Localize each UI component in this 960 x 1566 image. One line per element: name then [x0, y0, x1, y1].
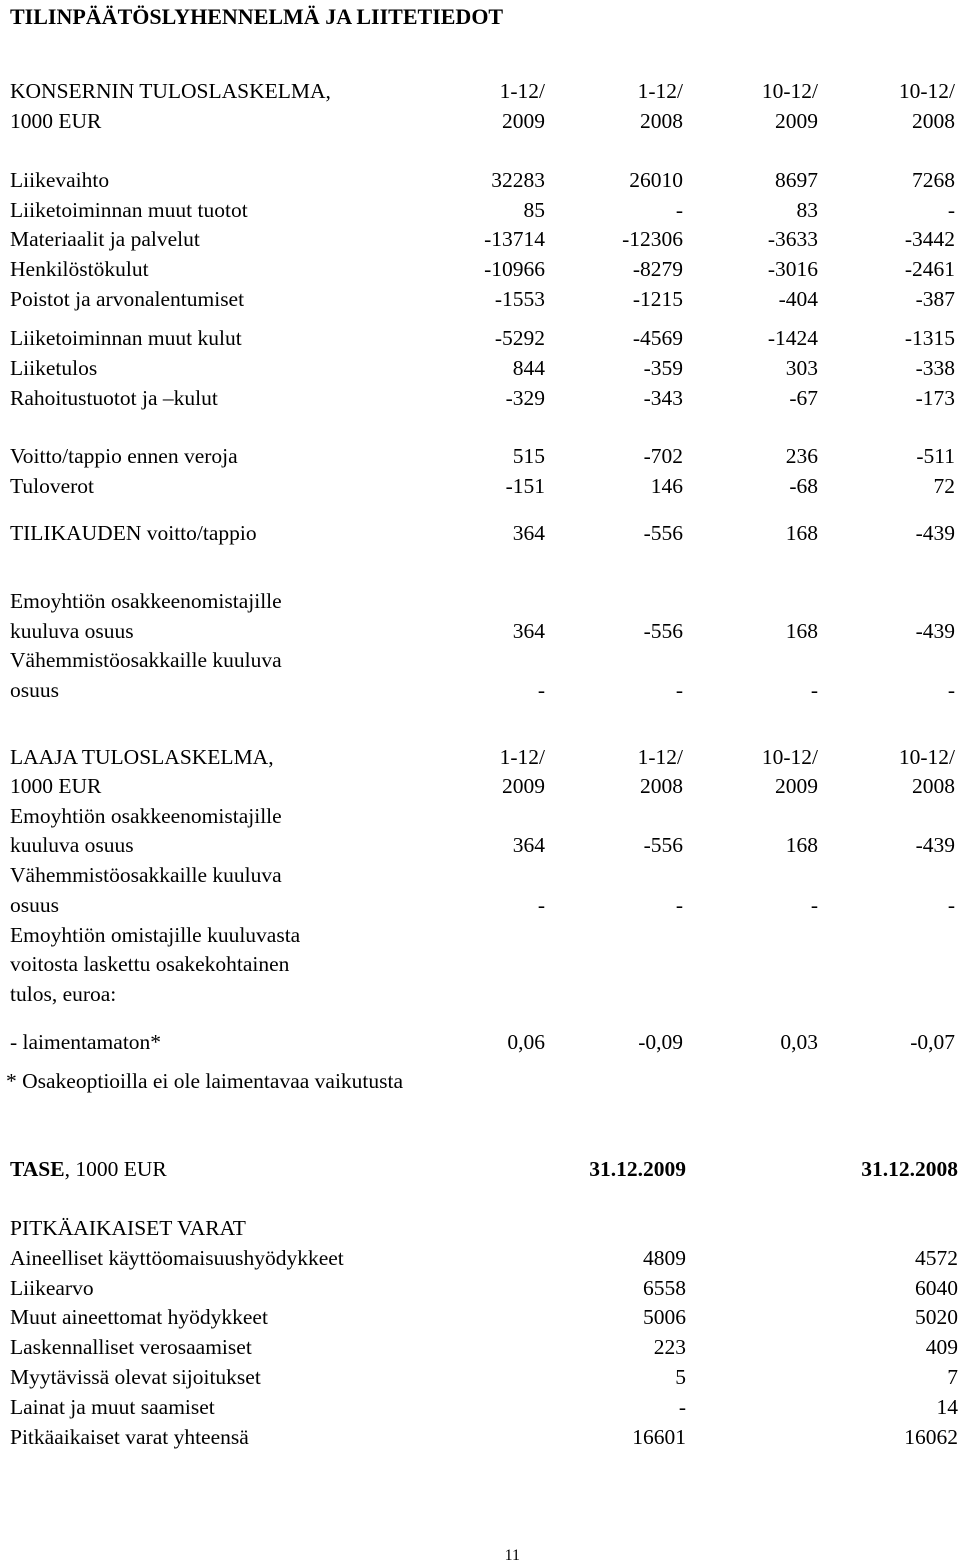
balance-row-value: 7	[947, 1365, 958, 1389]
balance-row-value: 5	[675, 1365, 686, 1389]
balance-row-value: 5020	[915, 1305, 958, 1329]
comprehensive-parent-share-label: kuuluva osuus	[10, 833, 134, 857]
income-parent-share-value: -556	[643, 619, 683, 643]
income-parent-share-value: -439	[915, 619, 955, 643]
balance-row-value: 223	[653, 1335, 686, 1359]
income-row-value: -359	[643, 356, 683, 380]
income-col-header-period: 10-12/	[761, 79, 818, 103]
balance-row-value: 6040	[915, 1276, 958, 1300]
income-col-header-year: 2009	[502, 109, 545, 133]
balance-col-header: 31.12.2009	[589, 1157, 686, 1181]
income-minority-share-value: -	[537, 678, 545, 702]
comprehensive-minority-share-label: osuus	[10, 893, 59, 917]
eps-caption: tulos, euroa:	[10, 982, 117, 1006]
income-col-header-year: 2008	[640, 109, 683, 133]
balance-heading	[10, 1159, 167, 1181]
balance-row-value: 4809	[643, 1246, 686, 1270]
income-minority-share-label: Vähemmistöosakkaille kuuluva	[10, 648, 282, 672]
income-row-value: -	[947, 198, 955, 222]
income-row-label: Rahoitustuotot ja –kulut	[10, 386, 218, 410]
eps-caption: voitosta laskettu osakekohtainen	[10, 952, 290, 976]
eps-caption: Emoyhtiön omistajille kuuluvasta	[10, 923, 301, 947]
income-row-label: Liiketoiminnan muut tuotot	[10, 198, 248, 222]
comprehensive-minority-share-label: Vähemmistöosakkaille kuuluva	[10, 863, 282, 887]
income-row-value: -1553	[494, 287, 545, 311]
income-parent-share-value: 168	[785, 619, 818, 643]
balance-row-value: 16601	[632, 1425, 686, 1449]
income-row-value: 26010	[629, 168, 683, 192]
income-row-value: -1424	[767, 326, 818, 350]
income-minority-share-value: -	[675, 678, 683, 702]
income-row-value: 168	[785, 521, 818, 545]
comprehensive-col-header-period: 1-12/	[637, 745, 683, 769]
income-col-header-year: 2009	[775, 109, 818, 133]
income-row-value: -10966	[484, 257, 545, 281]
balance-row-value: 409	[925, 1335, 958, 1359]
income-row-value: -3633	[767, 227, 818, 251]
income-row-value: -1315	[904, 326, 955, 350]
comprehensive-col-header-year: 2009	[502, 774, 545, 798]
income-parent-share-value: 364	[512, 619, 545, 643]
balance-row-label: Myytävissä olevat sijoitukset	[10, 1365, 261, 1389]
balance-row-value: 16062	[904, 1425, 958, 1449]
comprehensive-minority-share-value: -	[947, 893, 955, 917]
comprehensive-col-header-period: 1-12/	[499, 745, 545, 769]
income-row-label: Henkilöstökulut	[10, 257, 149, 281]
balance-row-value: 6558	[643, 1276, 686, 1300]
income-row-value: -404	[778, 287, 818, 311]
income-row-value: 7268	[912, 168, 955, 192]
income-row-value: -67	[789, 386, 818, 410]
income-row-value: -702	[643, 444, 683, 468]
eps-footnote: * Osakeoptioilla ei ole laimentavaa vaikutusta	[6, 1069, 404, 1093]
comprehensive-heading-unit: 1000 EUR	[10, 774, 102, 798]
income-row-value: 844	[512, 356, 545, 380]
eps-row-value: -0,09	[638, 1030, 683, 1054]
balance-col-header: 31.12.2008	[861, 1157, 958, 1181]
income-row-label: Liiketulos	[10, 356, 98, 380]
income-row-label: Liikevaihto	[10, 168, 110, 192]
income-row-value: -8279	[632, 257, 683, 281]
comprehensive-col-header-year: 2008	[640, 774, 683, 798]
income-minority-share-label: osuus	[10, 678, 59, 702]
income-minority-share-value: -	[947, 678, 955, 702]
balance-row-label: Laskennalliset verosaamiset	[10, 1335, 252, 1359]
document-title: TILINPÄÄTÖSLYHENNELMÄ JA LIITETIEDOT	[10, 4, 504, 29]
comprehensive-minority-share-value: -	[675, 893, 683, 917]
comprehensive-parent-share-value: -556	[643, 833, 683, 857]
income-heading: KONSERNIN TULOSLASKELMA,	[10, 79, 331, 103]
eps-row-value: 0,06	[507, 1030, 545, 1054]
income-row-value: -3442	[904, 227, 955, 251]
income-row-value: 83	[796, 198, 818, 222]
income-row-value: -68	[789, 474, 818, 498]
comprehensive-parent-share-label: Emoyhtiön osakkeenomistajille	[10, 804, 282, 828]
comprehensive-parent-share-value: 364	[512, 833, 545, 857]
income-row-label: Voitto/tappio ennen veroja	[10, 444, 238, 468]
income-row-value: -387	[915, 287, 955, 311]
income-col-header-year: 2008	[912, 109, 955, 133]
income-row-value: -	[675, 198, 683, 222]
income-row-label: Tuloverot	[10, 474, 95, 498]
income-col-header-period: 10-12/	[898, 79, 955, 103]
income-row-value: -173	[915, 386, 955, 410]
income-row-value: -556	[643, 521, 683, 545]
comprehensive-parent-share-value: 168	[785, 833, 818, 857]
income-row-value: 236	[785, 444, 818, 468]
balance-section-title: PITKÄAIKAISET VARAT	[10, 1216, 246, 1240]
income-parent-share-label: kuuluva osuus	[10, 619, 134, 643]
comprehensive-col-header-year: 2008	[912, 774, 955, 798]
comprehensive-heading: LAAJA TULOSLASKELMA,	[10, 745, 274, 769]
eps-row-label: - laimentamaton*	[10, 1030, 162, 1054]
income-row-value: 8697	[775, 168, 818, 192]
balance-row-label: Muut aineettomat hyödykkeet	[10, 1305, 268, 1329]
income-parent-share-label: Emoyhtiön osakkeenomistajille	[10, 589, 282, 613]
income-col-header-period: 1-12/	[637, 79, 683, 103]
income-row-value: -1215	[632, 287, 683, 311]
income-row-value: -4569	[632, 326, 683, 350]
income-row-value: -5292	[494, 326, 545, 350]
balance-row-value: 14	[936, 1395, 958, 1419]
income-row-label: Liiketoiminnan muut kulut	[10, 326, 242, 350]
balance-row-label: Liikearvo	[10, 1276, 94, 1300]
comprehensive-col-header-year: 2009	[775, 774, 818, 798]
page-number: 11	[504, 1547, 520, 1564]
balance-row-value: -	[678, 1395, 686, 1419]
income-row-value: 85	[523, 198, 545, 222]
income-row-label: TILIKAUDEN voitto/tappio	[10, 521, 257, 545]
income-row-value: -12306	[622, 227, 683, 251]
income-row-value: -151	[505, 474, 545, 498]
comprehensive-minority-share-value: -	[810, 893, 818, 917]
balance-heading-unit: , 1000 EUR	[64, 1157, 167, 1181]
income-col-header-period: 1-12/	[499, 79, 545, 103]
income-row-value: 72	[933, 474, 955, 498]
eps-row-value: -0,07	[910, 1030, 955, 1054]
income-row-value: -3016	[767, 257, 818, 281]
income-heading-unit: 1000 EUR	[10, 109, 102, 133]
income-row-value: 303	[785, 356, 818, 380]
income-row-label: Materiaalit ja palvelut	[10, 227, 200, 251]
comprehensive-col-header-period: 10-12/	[898, 745, 955, 769]
income-row-value: 32283	[491, 168, 545, 192]
income-row-value: -2461	[904, 257, 955, 281]
income-row-label: Poistot ja arvonalentumiset	[10, 287, 245, 311]
comprehensive-minority-share-value: -	[537, 893, 545, 917]
balance-row-value: 5006	[643, 1305, 686, 1329]
comprehensive-col-header-period: 10-12/	[761, 745, 818, 769]
income-minority-share-value: -	[810, 678, 818, 702]
eps-row-value: 0,03	[780, 1030, 818, 1054]
income-row-value: -511	[916, 444, 955, 468]
income-row-value: -338	[915, 356, 955, 380]
income-row-value: -13714	[484, 227, 545, 251]
balance-row-label: Pitkäaikaiset varat yhteensä	[10, 1425, 249, 1449]
income-row-value: -329	[505, 386, 545, 410]
balance-heading-bold: TASE	[10, 1157, 65, 1181]
balance-row-label: Aineelliset käyttöomaisuushyödykkeet	[10, 1246, 344, 1270]
comprehensive-parent-share-value: -439	[915, 833, 955, 857]
income-row-value: 364	[512, 521, 545, 545]
balance-row-value: 4572	[915, 1246, 958, 1270]
income-row-value: 515	[512, 444, 545, 468]
income-row-value: -439	[915, 521, 955, 545]
balance-row-label: Lainat ja muut saamiset	[10, 1395, 215, 1419]
income-row-value: -343	[643, 386, 683, 410]
income-row-value: 146	[650, 474, 683, 498]
